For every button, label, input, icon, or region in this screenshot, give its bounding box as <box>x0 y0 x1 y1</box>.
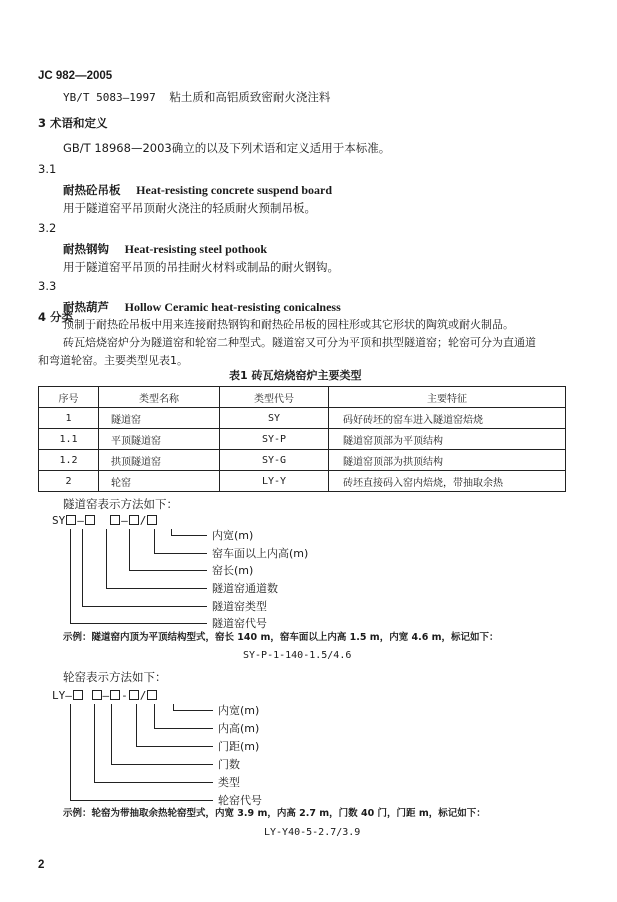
sy-notation-intro: 隧道窑表示方法如下： <box>63 497 178 511</box>
term-3-1-definition: 用于隧道窑平吊顶耐火浇注的轻质耐火预制吊板。 <box>63 201 316 215</box>
ly-leader-line <box>154 728 213 729</box>
ly-leader-line <box>70 800 213 801</box>
term-3-3-definition: 预制于耐热砼吊板中用来连接耐热钢钩和耐热砼吊板的园柱形或其它形状的陶筑或耐火制品。 <box>63 318 514 331</box>
cell-features: 码好砖坯的窑车进入隧道窑焙烧 <box>329 408 566 429</box>
term-3-2-title <box>63 242 267 256</box>
table-row <box>39 450 566 471</box>
sy-leader-line <box>154 553 207 554</box>
sy-example: 示例：隧道窑内顶为平顶结构型式，窑长 140 m，窑车面以上内高 1.5 m，内宽 4.6 m，标记如下： <box>63 632 499 643</box>
cell-features: 砖坯直接码入窑内焙烧，带抽取余热 <box>329 471 566 492</box>
sy-leader-line <box>70 623 207 624</box>
term-3-3-title <box>63 300 341 314</box>
sy-leader-line <box>154 529 155 553</box>
placeholder-box <box>73 690 83 700</box>
placeholder-box <box>110 515 120 525</box>
placeholder-box <box>92 690 102 700</box>
ly-notation-pattern: LY— — - / <box>52 689 158 702</box>
cell-type-name: 隧道窑 <box>99 408 220 429</box>
sy-leader-line <box>70 529 71 623</box>
cell-number: 2 <box>39 471 99 492</box>
cell-type-code: SY <box>220 408 329 429</box>
kiln-types-table <box>38 386 566 492</box>
column-header-type-name: 类型名称 <box>99 387 220 408</box>
cell-features: 隧道窑顶部为平顶结构 <box>329 429 566 450</box>
table-row <box>39 408 566 429</box>
ly-leader-line <box>136 746 213 747</box>
column-header-number: 序号 <box>39 387 99 408</box>
ly-prefix: LY <box>52 689 66 702</box>
section-3-heading: 3 术语和定义 <box>38 116 108 130</box>
sy-label-inner-width: 内宽(m) <box>212 529 254 542</box>
reference-code: YB/T 5083—1997 <box>63 91 156 104</box>
cell-type-name: 拱顶隧道窑 <box>99 450 220 471</box>
ly-leader-line <box>70 704 71 800</box>
placeholder-box <box>110 690 120 700</box>
sy-label-inner-height: 窑车面以上内高(m) <box>212 547 309 560</box>
term-3-1-title <box>63 183 332 197</box>
term-3-3-en: Hollow Ceramic heat-resisting conicalness <box>124 300 341 314</box>
table-row <box>39 429 566 450</box>
ly-label-door-spacing: 门距(m) <box>218 740 260 753</box>
sy-label-kiln-type: 隧道窑类型 <box>212 600 267 613</box>
placeholder-box <box>129 690 139 700</box>
table-header-row <box>39 387 566 408</box>
sy-leader-line <box>171 535 207 536</box>
reference-standard <box>63 90 330 105</box>
cell-type-code: LY-Y <box>220 471 329 492</box>
term-3-1-en: Heat-resisting concrete suspend board <box>136 183 333 197</box>
sy-leader-line <box>82 529 83 606</box>
ly-label-inner-width: 内宽(m) <box>218 704 260 717</box>
column-header-features: 主要特征 <box>329 387 566 408</box>
placeholder-box <box>129 515 139 525</box>
term-3-3-cn: 耐热葫芦 <box>63 300 109 314</box>
term-3-2-definition: 用于隧道窑平吊顶的吊挂耐火材料或制品的耐火钢钩。 <box>63 260 339 274</box>
cell-number: 1.1 <box>39 429 99 450</box>
ly-example: 示例：轮窑为带抽取余热轮窑型式，内宽 3.9 m，内高 2.7 m，门数 40 门，门距 m，标记如下： <box>63 808 486 819</box>
sy-label-kiln-length: 窑长(m) <box>212 564 254 577</box>
placeholder-box <box>147 690 157 700</box>
term-3-1-cn: 耐热砼吊板 <box>63 183 121 197</box>
ly-leader-line <box>136 704 137 746</box>
placeholder-box <box>147 515 157 525</box>
ly-label-door-count: 门数 <box>218 758 240 771</box>
sy-leader-line <box>129 570 207 571</box>
sy-leader-line <box>106 529 107 588</box>
term-3-3-number: 3.3 <box>38 279 57 293</box>
page-number: 2 <box>38 859 45 871</box>
cell-type-name: 平顶隧道窑 <box>99 429 220 450</box>
sy-label-kiln-code: 隧道窑代号 <box>212 617 267 630</box>
section-4-paragraph-line-1: 砖瓦焙烧窑炉分为隧道窑和轮窑二种型式。隧道窑又可分为平顶和拱型隧道窑；轮窑可分为直通道 <box>63 336 536 349</box>
sy-prefix: SY <box>52 514 66 527</box>
cell-type-name: 轮窑 <box>99 471 220 492</box>
table-row <box>39 471 566 492</box>
cell-number: 1.2 <box>39 450 99 471</box>
sy-leader-line <box>129 529 130 570</box>
ly-notation-intro: 轮窑表示方法如下： <box>63 670 167 684</box>
ly-leader-line <box>94 782 213 783</box>
ly-label-inner-height: 内高(m) <box>218 722 260 735</box>
ly-leader-line <box>94 704 95 782</box>
cell-type-code: SY-G <box>220 450 329 471</box>
term-3-1-number: 3.1 <box>38 162 57 176</box>
cell-features: 隧道窑顶部为拱顶结构 <box>329 450 566 471</box>
column-header-type-code: 类型代号 <box>220 387 329 408</box>
table-caption: 表1 砖瓦焙烧窑炉主要类型 <box>229 369 362 382</box>
section-4-heading: 4 分类 <box>38 310 74 324</box>
cell-number: 1 <box>39 408 99 429</box>
cell-type-code: SY-P <box>220 429 329 450</box>
term-3-2-number: 3.2 <box>38 221 57 235</box>
ly-label-kiln-code: 轮窑代号 <box>218 794 262 807</box>
sy-leader-line <box>106 588 207 589</box>
sy-notation-pattern: SY — — / <box>52 514 158 527</box>
ly-example-code: LY-Y40-5-2.7/3.9 <box>264 827 361 838</box>
placeholder-box <box>66 515 76 525</box>
sy-label-channel-count: 隧道窑通道数 <box>212 582 278 595</box>
section-3-intro: GB/T 18968—2003确立的以及下列术语和定义适用于本标准。 <box>63 141 391 155</box>
sy-leader-line <box>82 606 207 607</box>
section-4-paragraph-line-2: 和弯道轮窑。主要类型见表1。 <box>38 354 188 367</box>
ly-leader-line <box>173 710 213 711</box>
ly-label-type: 类型 <box>218 776 240 789</box>
ly-leader-line <box>111 764 213 765</box>
ly-leader-line <box>111 704 112 764</box>
document-code: JC 982—2005 <box>38 70 113 82</box>
term-3-2-cn: 耐热钢钩 <box>63 242 109 256</box>
placeholder-box <box>85 515 95 525</box>
term-3-2-en: Heat-resisting steel pothook <box>124 242 268 256</box>
reference-title: 粘土质和高铝质致密耐火浇注料 <box>169 90 331 104</box>
sy-example-code: SY-P-1-140-1.5/4.6 <box>243 650 352 661</box>
ly-leader-line <box>154 704 155 728</box>
